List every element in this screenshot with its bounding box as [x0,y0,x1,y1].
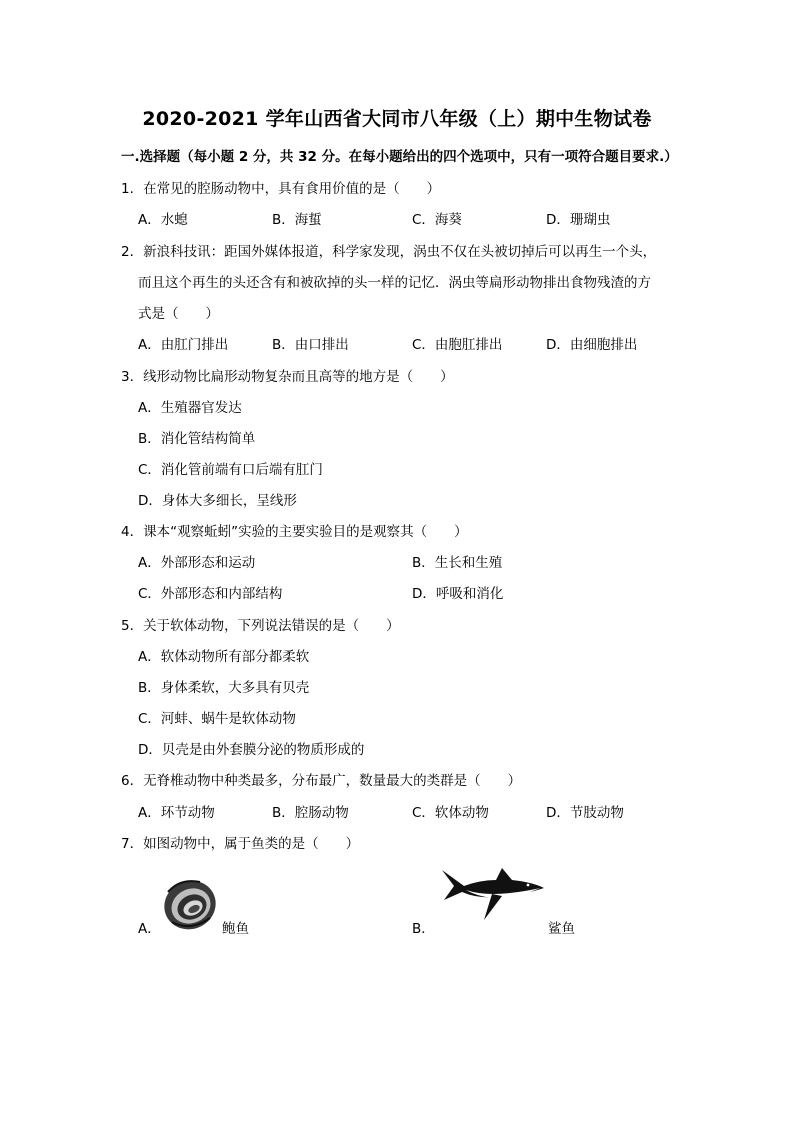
question-3-stem: 3．线形动物比扁形动物复杂而且高等的地方是（ ） [121,369,454,385]
question-6-stem: 6．无脊椎动物中种类最多，分布最广，数量最大的类群是（ ） [121,773,522,789]
q2-option-b: B．由口排出 [272,337,349,353]
q5-option-b: B．身体柔软，大多具有贝壳 [138,680,310,696]
q7-option-a: A． [138,921,161,937]
q7-option-b: B． [412,921,435,937]
q1-option-a: A．水螅 [138,212,188,228]
q2-option-d: D．由细胞排出 [546,337,638,353]
q6-option-c: C．软体动物 [412,805,489,821]
q4-option-d: D．呼吸和消化 [412,586,504,602]
shark-image [440,866,548,926]
q5-option-a: A．软体动物所有部分都柔软 [138,649,310,665]
q6-option-b: B．腔肠动物 [272,805,349,821]
q3-option-d: D．身体大多细长，呈线形 [138,493,297,509]
shark-label: 鲨鱼 [548,921,575,937]
q2-option-a: A．由肛门排出 [138,337,229,353]
question-1-stem: 1．在常见的腔肠动物中，具有食用价值的是（ ） [121,181,441,197]
question-2-stem: 2．新浪科技讯：距国外媒体报道，科学家发现，涡虫不仅在头被切掉后可以再生一个头， [121,244,657,260]
question-2-stem-line3: 式是（ ） [138,306,219,322]
abalone-label: 鲍鱼 [222,921,249,937]
q1-option-d: D．珊瑚虫 [546,212,611,228]
q2-option-c: C．由胞肛排出 [412,337,503,353]
q1-option-c: C．海葵 [412,212,462,228]
q5-option-d: D．贝壳是由外套膜分泌的物质形成的 [138,742,365,758]
question-7-stem: 7．如图动物中，属于鱼类的是（ ） [121,836,360,852]
q3-option-a: A．生殖器官发达 [138,400,242,416]
q3-option-b: B．消化管结构简单 [138,431,256,447]
q1-option-b: B．海蜇 [272,212,322,228]
q5-option-c: C．河蚌、蜗牛是软体动物 [138,711,296,727]
question-2-stem-line2: 而且这个再生的头还含有和被砍掉的头一样的记忆．涡虫等扁形动物排出食物残渣的方 [138,275,651,291]
q4-option-c: C．外部形态和内部结构 [138,586,283,602]
q6-option-d: D．节肢动物 [546,805,624,821]
question-4-stem: 4．课本“观察蚯蚓”实验的主要实验目的是观察其（ ） [121,524,468,540]
q4-option-b: B．生长和生殖 [412,555,503,571]
q6-option-a: A．环节动物 [138,805,215,821]
question-5-stem: 5．关于软体动物，下列说法错误的是（ ） [121,618,400,634]
q4-option-a: A．外部形态和运动 [138,555,256,571]
q3-option-c: C．消化管前端有口后端有肛门 [138,462,323,478]
exam-title: 2020-2021 学年山西省大同市八年级（上）期中生物试卷 [142,108,652,130]
abalone-image [160,872,220,934]
section-heading: 一.选择题（每小题 2 分，共 32 分。在每小题给出的四个选项中，只有一项符合题目要求.） [121,149,678,165]
